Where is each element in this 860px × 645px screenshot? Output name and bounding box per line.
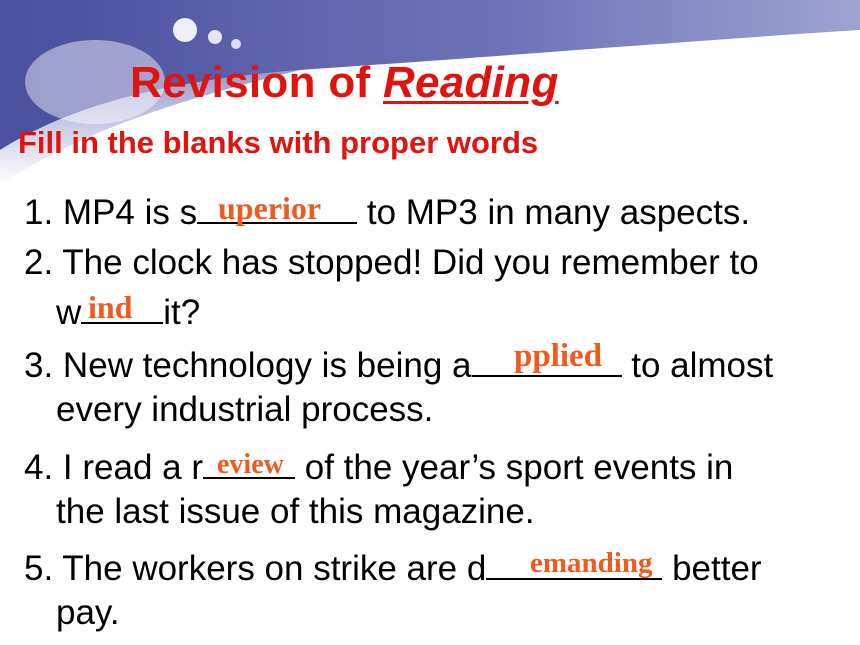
question-text-before: w: [56, 293, 82, 332]
question-number: 1.: [24, 193, 63, 232]
question-2: [24, 243, 759, 283]
answer-word: eview: [217, 449, 284, 480]
question-text-after: to almost: [621, 346, 774, 385]
question-3: [24, 343, 773, 386]
question-number: 3.: [24, 346, 63, 385]
question-5-line2: pay.: [56, 593, 120, 632]
question-text-before: MP4 is s: [62, 193, 198, 232]
question-4: [24, 445, 733, 488]
title-prefix: Revision of: [130, 58, 383, 107]
question-text-before: I read a r: [62, 448, 203, 487]
question-3-line2: every industrial process.: [56, 390, 434, 429]
question-1: [24, 190, 750, 233]
question-4-line2: the last issue of this magazine.: [56, 492, 535, 531]
slide-title: [130, 58, 559, 108]
question-text-after: of the year’s sport events in: [295, 448, 734, 487]
question-text-line1: The clock has stopped! Did you remember to: [62, 243, 759, 282]
instruction-text: Fill in the blanks with proper words: [18, 125, 539, 160]
question-text-before: New technology is being a: [62, 346, 472, 385]
question-text-after: better: [662, 549, 762, 588]
question-number: 2.: [24, 243, 63, 282]
question-text-before: The workers on strike are d: [62, 549, 487, 588]
title-emphasis: Reading: [382, 58, 559, 107]
answer-word: uperior: [218, 190, 322, 226]
question-number: 5.: [24, 549, 63, 588]
question-number: 4.: [24, 448, 63, 487]
answer-word: pplied: [514, 338, 603, 374]
question-text-after: it?: [163, 293, 201, 332]
answer-word: ind: [88, 289, 133, 325]
question-text-after: to MP3 in many aspects.: [357, 193, 751, 232]
answer-word: emanding: [530, 547, 653, 579]
